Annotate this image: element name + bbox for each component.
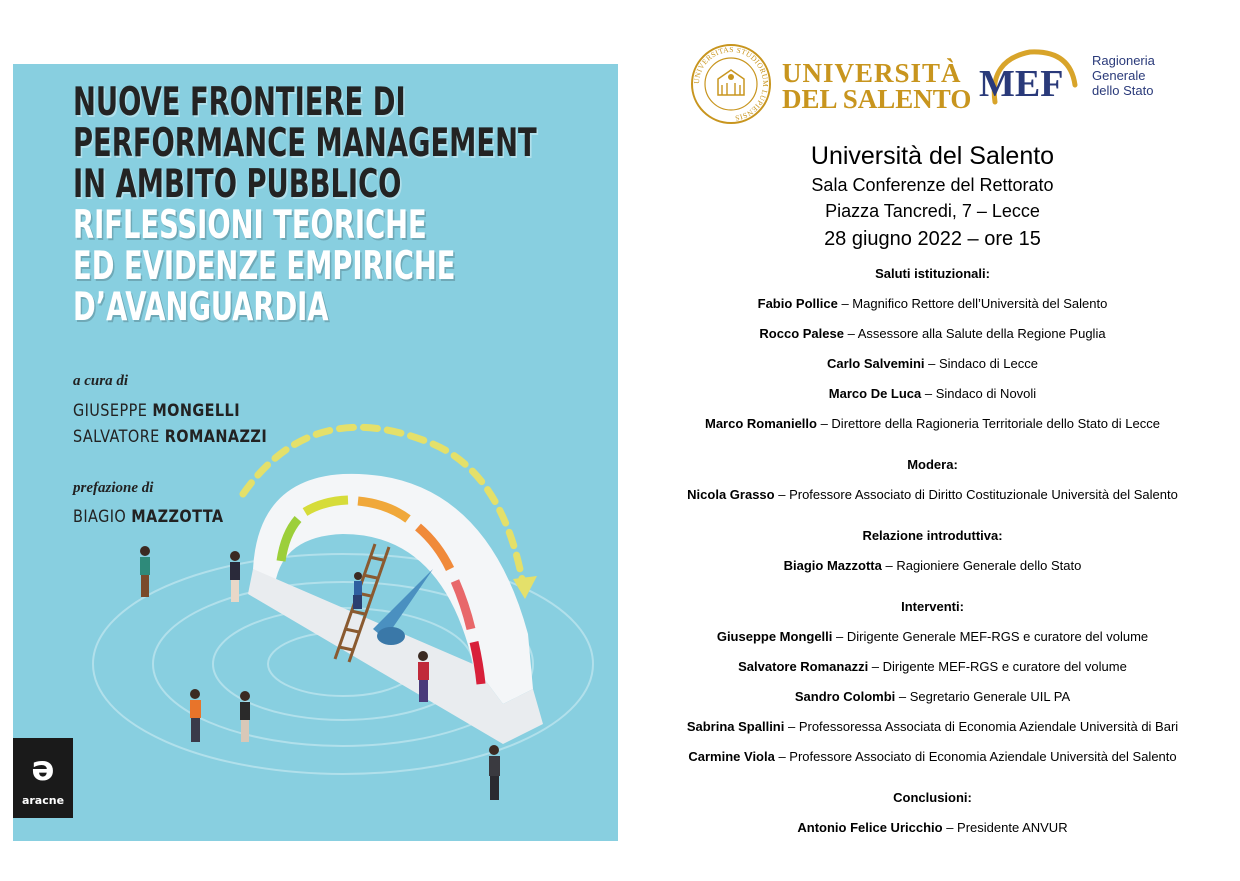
- university-seal-icon: [690, 43, 772, 125]
- cover-subtitle-line: ED EVIDENZE EMPIRICHE: [73, 244, 456, 289]
- speaker-row: Carmine Viola – Professore Associato di Economia Aziendale Università del Salento: [688, 749, 1177, 764]
- speaker-row: Biagio Mazzotta – Ragioniere Generale dello Stato: [783, 558, 1082, 573]
- mef-sub-line: dello Stato: [1092, 83, 1154, 98]
- mef-text: MEF: [979, 63, 1064, 105]
- cover-subtitle-line: D’AVANGUARDIA: [73, 285, 329, 330]
- cover-acura-label: a cura di: [73, 373, 129, 389]
- speaker-row: Giuseppe Mongelli – Dirigente Generale MEF-RGS e curatore del volume: [716, 629, 1149, 644]
- event-date-time: 28 giugno 2022 – ore 15: [824, 228, 1041, 250]
- cover-subtitle-line: RIFLESSIONI TEORICHE: [73, 203, 427, 248]
- venue-university: Università del Salento: [810, 142, 1055, 170]
- cover-editor-1: GIUSEPPE MONGELLI: [73, 401, 240, 421]
- speaker-row: Sandro Colombi – Segretario Generale UIL PA: [794, 689, 1071, 704]
- mef-sub-line: Ragioneria: [1092, 53, 1155, 68]
- cover-title: [73, 80, 537, 330]
- speaker-row: Antonio Felice Uricchio – Presidente ANVUR: [797, 820, 1068, 835]
- cover-editor-2: SALVATORE ROMANAZZI: [73, 427, 268, 447]
- speaker-row: Rocco Palese – Assessore alla Salute della Regione Puglia: [759, 326, 1106, 341]
- book-cover: [13, 64, 618, 841]
- venue-address: Piazza Tancredi, 7 – Lecce: [825, 201, 1040, 221]
- section-heading: Saluti istituzionali:: [875, 266, 990, 281]
- section-heading: Conclusioni:: [893, 790, 972, 805]
- mef-sub-line: Generale: [1092, 68, 1146, 83]
- cover-title-line: IN AMBITO PUBBLICO: [73, 162, 402, 207]
- cover-preface-author: BIAGIO MAZZOTTA: [73, 507, 224, 527]
- section-heading: Modera:: [907, 457, 958, 472]
- speaker-row: Nicola Grasso – Professore Associato di Diritto Costituzionale Università del Salento: [687, 487, 1178, 502]
- university-line-2: DEL SALENTO: [782, 84, 972, 114]
- publisher-mark: ə: [31, 749, 55, 789]
- cover-preface-label: prefazione di: [73, 480, 154, 496]
- speaker-row: Carlo Salvemini – Sindaco di Lecce: [826, 356, 1038, 371]
- speaker-row: Marco De Luca – Sindaco di Novoli: [828, 386, 1037, 401]
- mef-subtitle: [1092, 53, 1155, 98]
- venue-room: Sala Conferenze del Rettorato: [811, 175, 1054, 195]
- cover-title-line: NUOVE FRONTIERE DI: [73, 80, 406, 125]
- speaker-row: Sabrina Spallini – Professoressa Associata di Economia Aziendale Università di Bari: [686, 719, 1179, 734]
- university-line-1: UNIVERSITÀ: [782, 58, 962, 88]
- event-program: [640, 140, 1225, 836]
- speaker-row: Fabio Pollice – Magnifico Rettore dell’Università del Salento: [757, 296, 1108, 311]
- section-heading: Relazione introduttiva:: [862, 528, 1003, 543]
- university-logo-text: [782, 60, 971, 112]
- section-heading: Interventi:: [901, 599, 964, 614]
- publisher-name: aracne: [21, 794, 65, 807]
- speaker-row: Salvatore Romanazzi – Dirigente MEF-RGS e curatore del volume: [738, 659, 1127, 674]
- cover-title-line: PERFORMANCE MANAGEMENT: [73, 121, 537, 166]
- mef-logo: [975, 40, 1085, 120]
- seal-text: UNIVERSITAS STUDIORUM LUPIENSIS: [691, 44, 771, 123]
- speaker-row: Marco Romaniello – Direttore della Ragioneria Territoriale dello Stato di Lecce: [705, 416, 1160, 431]
- publisher-logo: [13, 738, 73, 818]
